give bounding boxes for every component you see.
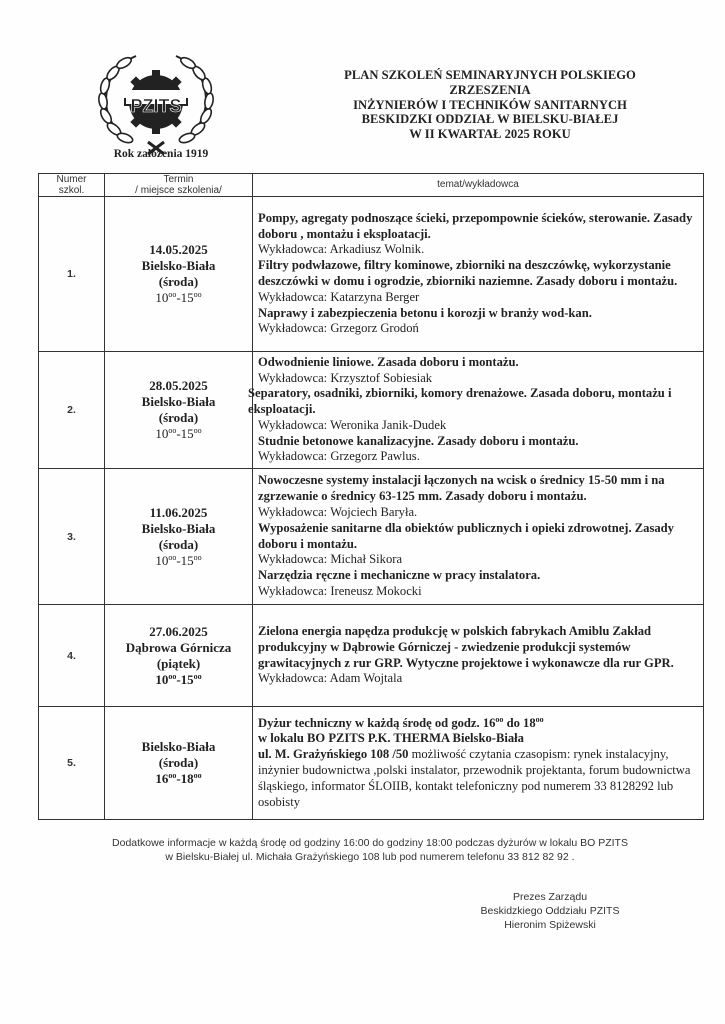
lecturer: Wykładowca: Krzysztof Sobiesiak bbox=[258, 370, 433, 385]
topic-title: Naprawy i zabezpieczenia betonu i korozji w branży wod-kan. bbox=[258, 305, 592, 320]
table-row bbox=[39, 352, 704, 469]
header-number: Numer szkol. bbox=[39, 174, 105, 197]
topic-title: Narzędzia ręczne i mechaniczne w pracy instalatora. bbox=[258, 568, 541, 583]
topic-title: Pompy, agregaty podnoszące ścieki, przepompownie ścieków, sterowanie. Zasady doboru , montażu i eksploatacji. bbox=[258, 210, 693, 241]
row-number: 2. bbox=[39, 352, 105, 469]
signature-organization: Beskidzkiego Oddziału PZITS bbox=[480, 905, 620, 918]
title-line: W II KWARTAŁ 2025 ROKU bbox=[409, 127, 571, 142]
row-number: 3. bbox=[39, 469, 105, 605]
header-term: Termin / miejsce szkolenia/ bbox=[105, 174, 253, 197]
row-number: 5. bbox=[39, 707, 105, 820]
row-term bbox=[105, 707, 253, 820]
laurel-gear-emblem-icon bbox=[92, 46, 220, 158]
topic-title: Nowoczesne systemy instalacji łączonych na wcisk o średnicy 15-50 mm i na zgrzewanie o średnicy 63-125 mm. Zasady doboru i montażu. bbox=[258, 473, 665, 504]
logo-text: PZITS bbox=[130, 96, 182, 116]
founded-year: Rok założenia 1919 bbox=[113, 148, 209, 160]
duty-line: Dyżur techniczny w każdą środę od godz. $16^{oo}$ do $18^{oo}$ bbox=[258, 714, 544, 730]
lecturer: Wykładowca: Adam Wojtala bbox=[258, 671, 403, 686]
duty-location: w lokalu BO PZITS P.K. THERMA Bielsko-Biała bbox=[258, 731, 524, 746]
topic-title: Separatory, osadniki, zbiorniki, komory drenażowe. Zasada doboru, montażu i eksploatacji. bbox=[248, 386, 672, 417]
row-date: 27.06.2025 bbox=[149, 623, 208, 639]
row-place: Bielsko-Biała bbox=[141, 258, 216, 273]
row-time: $10^{oo}-15^{oo}$ bbox=[155, 290, 202, 305]
row-term bbox=[105, 197, 253, 352]
title-line: ZRZESZENIA bbox=[449, 82, 531, 97]
row-topics bbox=[253, 469, 704, 605]
row-day: (środa) bbox=[158, 755, 199, 770]
lecturer: Wykładowca: Arkadiusz Wolnik. bbox=[258, 242, 425, 257]
document-title bbox=[300, 68, 680, 142]
signature-role: Prezes Zarządu bbox=[512, 891, 588, 903]
row-time: $10^{oo}-15^{oo}$ bbox=[155, 426, 202, 441]
row-day: (środa) bbox=[158, 536, 199, 552]
lecturer: Wykładowca: Wojciech Baryła. bbox=[258, 504, 418, 519]
additional-info-line: Dodatkowe informacje w każdą środę od godziny 16:00 do godziny 18:00 podczas dyżurów w lokalu BO PZITS bbox=[112, 837, 628, 849]
row-time: $10^{oo}-15^{oo}$ bbox=[155, 671, 202, 687]
pzits-logo bbox=[92, 46, 220, 158]
topic-title: Filtry podwłazowe, filtry kominowe, zbiorniki na deszczówkę, wykorzystanie deszczówki w domu i ogrodzie, zbiorniki naziemne. Zasady doboru i montażu. bbox=[258, 258, 678, 288]
lecturer: Wykładowca: Grzegorz Grodoń bbox=[258, 321, 419, 336]
title-line: INŻYNIERÓW I TECHNIKÓW SANITARNYCH bbox=[353, 97, 627, 112]
table-row bbox=[39, 707, 704, 820]
title-line: BESKIDZKI ODDZIAŁ W BIELSKU-BIAŁEJ bbox=[361, 112, 619, 127]
row-place: Bielsko-Biała bbox=[141, 739, 216, 754]
row-time: $16^{oo}-18^{oo}$ bbox=[155, 771, 202, 786]
lecturer: Wykładowca: Michał Sikora bbox=[258, 552, 403, 567]
lecturer: Wykładowca: Katarzyna Berger bbox=[258, 289, 420, 304]
row-time: $10^{oo}-15^{oo}$ bbox=[155, 552, 202, 568]
row-topics bbox=[253, 605, 704, 707]
row-topics bbox=[253, 197, 704, 352]
row-place: Bielsko-Biała bbox=[141, 520, 216, 536]
row-date: 11.06.2025 bbox=[149, 504, 208, 520]
row-day: (piątek) bbox=[156, 655, 201, 671]
row-term bbox=[105, 469, 253, 605]
row-place: Dąbrowa Górnicza bbox=[125, 639, 232, 655]
row-term bbox=[105, 605, 253, 707]
row-place: Bielsko-Biała bbox=[141, 394, 216, 409]
table-header-row bbox=[39, 174, 704, 197]
row-term bbox=[105, 352, 253, 469]
signature-block bbox=[452, 890, 648, 933]
training-schedule-table bbox=[38, 173, 704, 820]
lecturer: Wykładowca: Weronika Janik-Dudek bbox=[258, 417, 447, 432]
row-date: 28.05.2025 bbox=[149, 378, 208, 393]
row-day: (środa) bbox=[158, 274, 199, 289]
topic-title: Studnie betonowe kanalizacyjne. Zasady doboru i montażu. bbox=[258, 433, 579, 448]
additional-info-line: w Bielsku-Białej ul. Michała Grażyńskiego 108 lub pod numerem telefonu 33 812 82 92 . bbox=[165, 851, 575, 863]
row-number: 1. bbox=[39, 197, 105, 352]
table-row bbox=[39, 605, 704, 707]
lecturer: Wykładowca: Grzegorz Pawlus. bbox=[258, 449, 420, 464]
row-topics bbox=[248, 352, 704, 469]
header-topic: temat/wykładowca bbox=[253, 174, 704, 197]
row-day: (środa) bbox=[158, 410, 199, 425]
table-row bbox=[39, 197, 704, 352]
additional-info bbox=[40, 836, 700, 864]
lecturer: Wykładowca: Ireneusz Mokocki bbox=[258, 583, 422, 598]
table-row bbox=[39, 469, 704, 605]
signature-name: Hieronim Spiżewski bbox=[504, 919, 596, 932]
row-date: 14.05.2025 bbox=[149, 242, 208, 257]
topic-title: Wyposażenie sanitarne dla obiektów publicznych i opieki zdrowotnej. Zasady doboru i montażu. bbox=[258, 520, 674, 551]
row-topics bbox=[253, 707, 704, 820]
duty-details: ul. M. Grażyńskiego 108 /50 możliwość czytania czasopism: rynek instalacyjny, inżynier budownictwa ,polski instalator, przewodnik projektanta, forum budownictwa śląskiego, informator ŚLOIIB, kontakt telefoniczny pod numerem 33 8128292 lub osobisty bbox=[258, 747, 691, 809]
topic-title: Odwodnienie liniowe. Zasada doboru i montażu. bbox=[258, 354, 519, 369]
row-number: 4. bbox=[39, 605, 105, 707]
topic-title: Zielona energia napędza produkcję w polskich fabrykach Amiblu Zakład produkcyjny w Dąbrowie Górniczej - zwiedzenie produkcji systemów grawitacyjnych z rur GRP. Wytyczne projektowe i wykonawcze dla rur GPR. bbox=[258, 623, 674, 670]
title-line: PLAN SZKOLEŃ SEMINARYJNYCH POLSKIEGO bbox=[344, 68, 636, 82]
